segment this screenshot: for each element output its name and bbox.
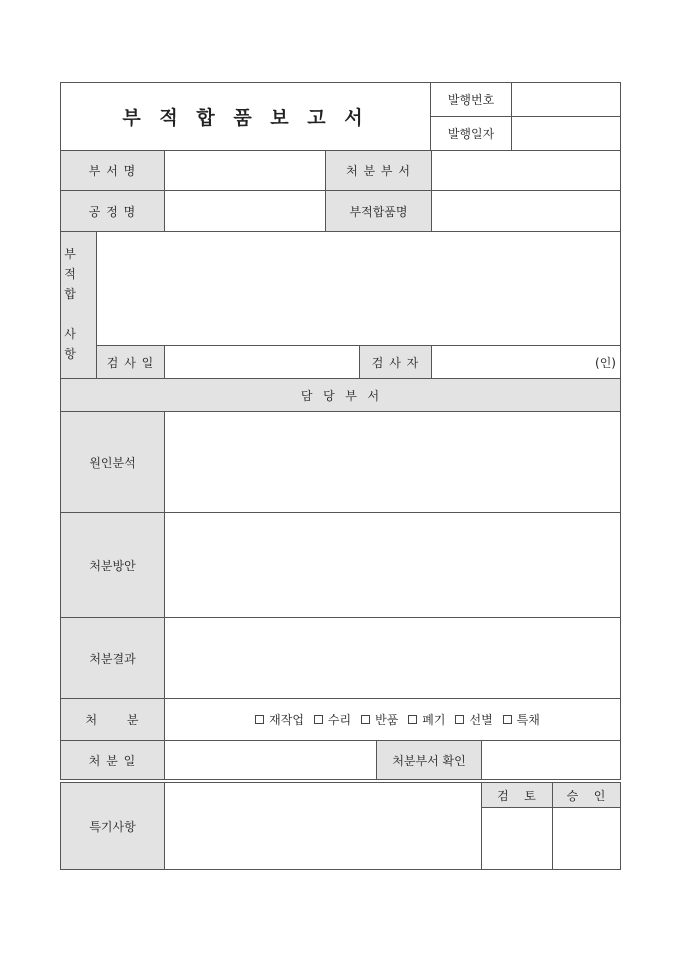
disposition-result-label: 처분결과 xyxy=(89,651,136,666)
remarks-field[interactable] xyxy=(164,782,482,870)
checkbox-icon[interactable] xyxy=(408,715,417,724)
remarks-label: 특기사항 xyxy=(89,819,136,834)
disposition-plan-field[interactable] xyxy=(164,512,621,618)
department-field[interactable] xyxy=(164,150,326,191)
issue-number-label: 발행번호 xyxy=(447,93,495,107)
disposition-label: 처 분 xyxy=(85,713,140,727)
approval-label: 승 인 xyxy=(566,788,607,803)
nonconforming-item-label: 부적합품명 xyxy=(349,204,408,219)
option-concession[interactable]: 특채 xyxy=(503,711,540,728)
disposition-plan-label: 처분방안 xyxy=(89,558,136,573)
review-signature-field[interactable] xyxy=(481,807,553,870)
checkbox-icon[interactable] xyxy=(255,715,264,724)
option-repair[interactable]: 수리 xyxy=(314,711,351,728)
cause-analysis-field[interactable] xyxy=(164,411,621,513)
disposition-department-field[interactable] xyxy=(431,150,621,191)
nonconforming-details-field[interactable] xyxy=(96,231,621,346)
issue-date-label: 발행일자 xyxy=(447,127,495,141)
checkbox-icon[interactable] xyxy=(503,715,512,724)
seal-mark: (인) xyxy=(595,355,616,370)
checkbox-icon[interactable] xyxy=(455,715,464,724)
issue-date-field[interactable] xyxy=(511,116,621,151)
process-label: 공 정 명 xyxy=(88,204,137,219)
inspection-date-field[interactable] xyxy=(164,345,360,379)
disposition-confirm-field[interactable] xyxy=(481,740,621,780)
checkbox-icon[interactable] xyxy=(314,715,323,724)
form-title: 부 적 합 품 보 고 서 xyxy=(122,107,369,129)
review-label: 검 토 xyxy=(497,788,537,803)
nonconforming-details-label: 부 적 합 사 항 xyxy=(64,247,76,361)
option-sort[interactable]: 선별 xyxy=(455,711,492,728)
process-field[interactable] xyxy=(164,190,326,232)
disposition-result-field[interactable] xyxy=(164,617,621,699)
disposition-options xyxy=(164,698,621,741)
option-scrap[interactable]: 폐기 xyxy=(408,711,445,728)
disposition-confirm-label: 처분부서 확인 xyxy=(392,753,466,768)
cause-analysis-label: 원인분석 xyxy=(89,455,136,470)
responsible-department-label: 담 당 부 서 xyxy=(300,388,381,403)
inspection-date-label: 검 사 일 xyxy=(106,355,155,370)
approval-signature-field[interactable] xyxy=(552,807,621,870)
option-rework[interactable]: 재작업 xyxy=(255,711,304,728)
checkbox-icon[interactable] xyxy=(361,715,370,724)
nonconforming-item-field[interactable] xyxy=(431,190,621,232)
disposition-date-field[interactable] xyxy=(164,740,377,780)
inspector-label: 검 사 자 xyxy=(371,355,420,370)
department-label: 부 서 명 xyxy=(88,164,137,178)
issue-number-field[interactable] xyxy=(511,82,621,117)
option-return[interactable]: 반품 xyxy=(361,711,398,728)
disposition-department-label: 처 분 부 서 xyxy=(346,164,411,178)
disposition-date-label: 처 분 일 xyxy=(88,753,137,768)
nonconformance-report-form xyxy=(60,82,621,870)
